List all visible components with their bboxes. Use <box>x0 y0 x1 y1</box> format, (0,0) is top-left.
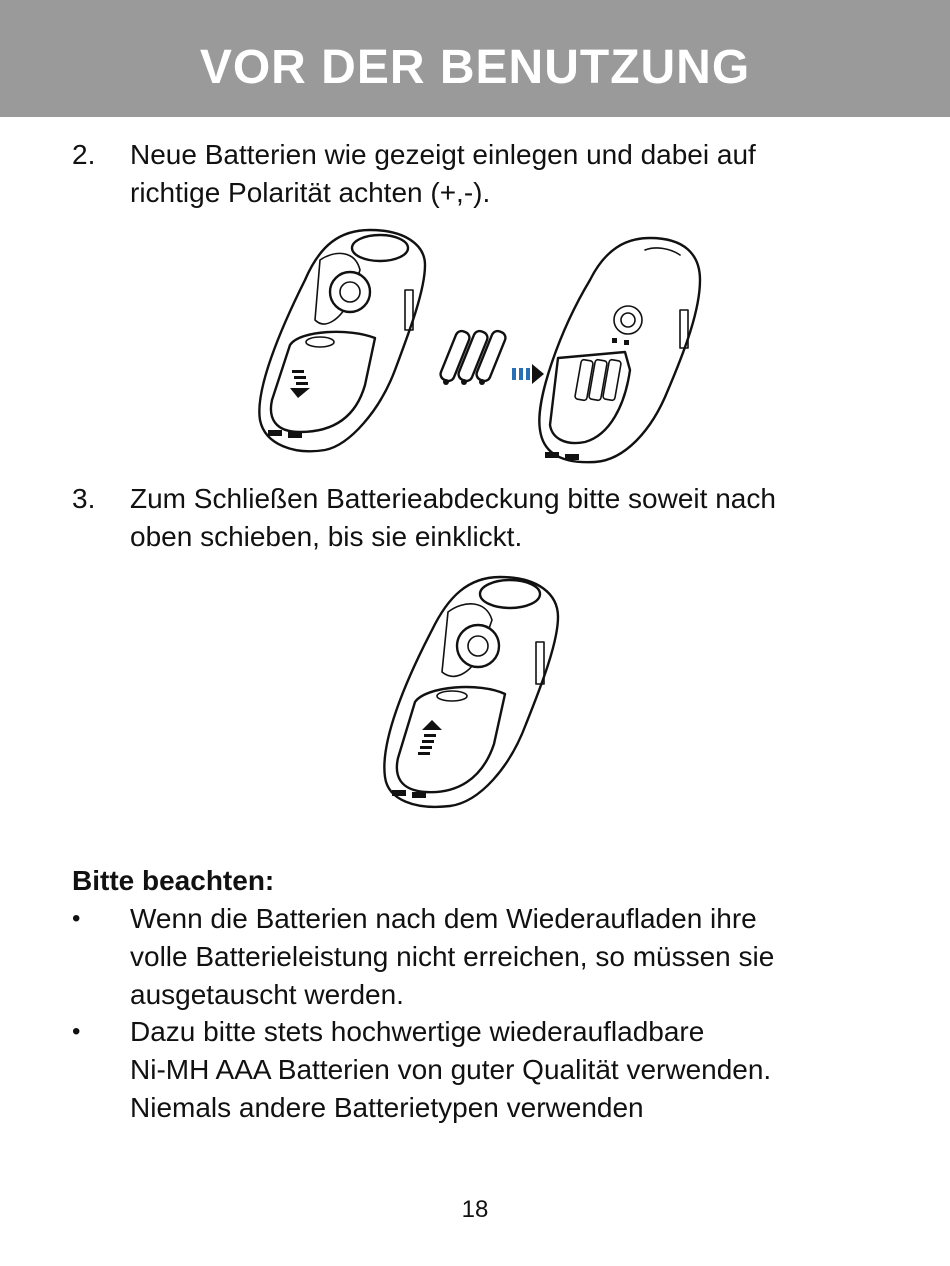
step-text: Zum Schließen Batterieabdeckung bitte soweit nach oben schieben, bis sie einklickt. <box>130 483 776 552</box>
cover-close-illustration <box>370 562 580 817</box>
aaa-batteries-icon <box>439 329 507 385</box>
note-heading: Bitte beachten: <box>72 865 275 896</box>
bullet-text: Wenn die Batterien nach dem Wiederaufladen ihre volle Batterieleistung nicht erreichen, so müssen sie ausgetauscht werden. <box>130 903 775 1010</box>
bullet-text: Dazu bitte stets hochwertige wiederaufladbare Ni-MH AAA Batterien von guter Qualität verwenden. Niemals andere Batterietypen verwenden <box>130 1016 772 1123</box>
handset-open-compartment-icon <box>539 238 700 462</box>
step-text: Neue Batterien wie gezeigt einlegen und dabei auf richtige Polarität achten (+,-). <box>130 139 756 208</box>
page-header <box>0 0 950 117</box>
page-number: 18 <box>461 1196 489 1223</box>
insert-arrow-icon <box>512 364 544 384</box>
step-number: 2. <box>72 139 96 170</box>
bullet-icon: • <box>72 1018 81 1045</box>
bullet-icon: • <box>72 905 81 932</box>
handset-cover-closing-icon <box>384 577 558 807</box>
handset-with-cover-icon <box>259 230 425 451</box>
battery-insertion-illustration <box>240 220 720 470</box>
page-title: VOR DER BENUTZUNG <box>199 41 751 94</box>
step-number: 3. <box>72 483 96 514</box>
